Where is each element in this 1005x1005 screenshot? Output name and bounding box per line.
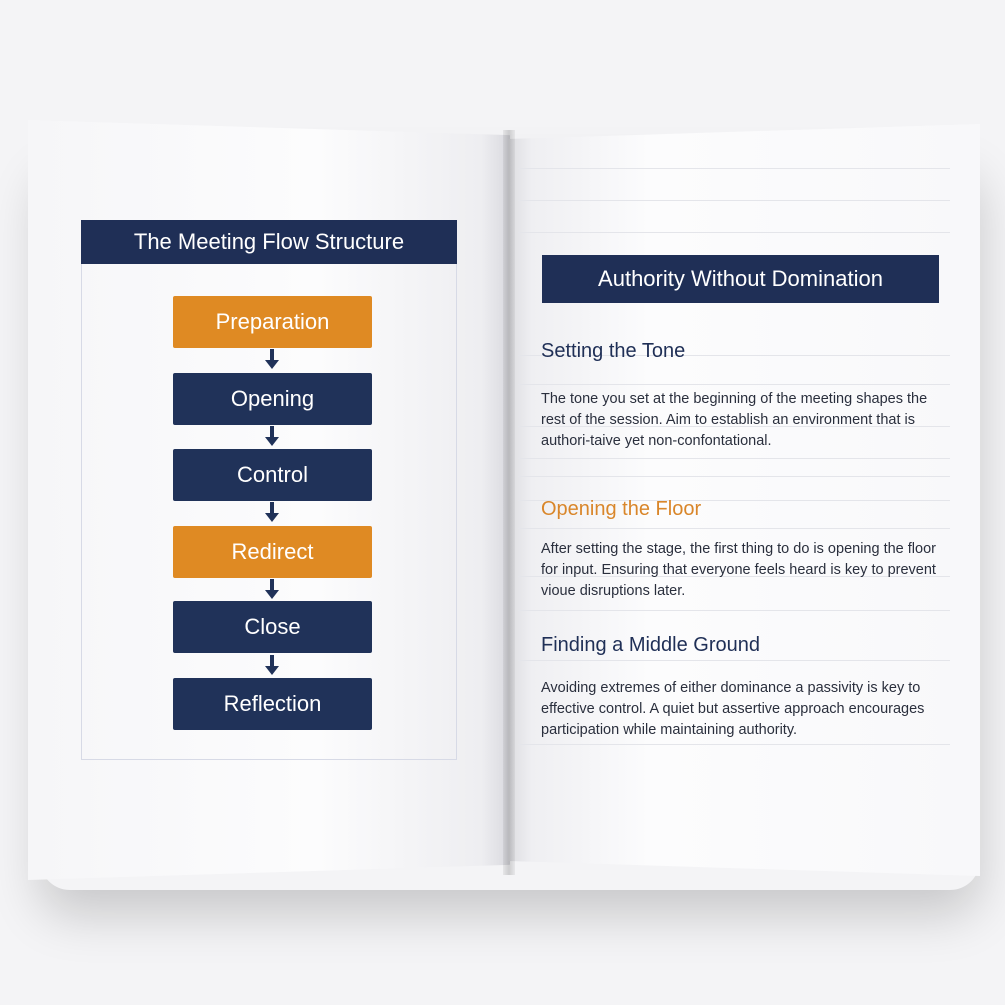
page-rule-line bbox=[518, 168, 950, 169]
section-body-setting-the-tone: The tone you set at the beginning of the meeting shapes the rest of the session. Aim to establish an environment that is authori-taive yet non-confontational. bbox=[541, 391, 928, 449]
section-heading-setting-the-tone: Setting the Tone bbox=[541, 340, 686, 362]
flow-arrow-down-icon bbox=[264, 349, 280, 371]
section-heading-opening-the-floor: Opening the Floor bbox=[541, 498, 702, 520]
flow-step-redirect: Redirect bbox=[173, 526, 372, 578]
page-rule-line bbox=[518, 200, 950, 201]
page-rule-line bbox=[518, 610, 950, 611]
flow-arrow-down-icon bbox=[264, 426, 280, 448]
section-body-opening-the-floor: After setting the stage, the first thing to do is opening the floor for input. Ensuring that everyone feels heard is key to prevent vioue disruptions later. bbox=[541, 541, 936, 599]
page-rule-line bbox=[518, 476, 950, 477]
section-heading-finding-a-middle-ground: Finding a Middle Ground bbox=[541, 634, 761, 656]
flow-step-close: Close bbox=[173, 601, 372, 653]
page-rule-line bbox=[518, 232, 950, 233]
page-rule-line bbox=[518, 744, 950, 745]
flow-diagram-title: The Meeting Flow Structure bbox=[81, 220, 457, 264]
flow-arrow-down-icon bbox=[264, 579, 280, 601]
page-rule-line bbox=[518, 458, 950, 459]
section-body-finding-a-middle-ground: Avoiding extremes of either dominance a passivity is key to effective control. A quiet but assertive approach encourages participation while maintaining authority. bbox=[541, 680, 925, 738]
flow-step-reflection: Reflection bbox=[173, 678, 372, 730]
flow-step-preparation: Preparation bbox=[173, 296, 372, 348]
flow-step-control: Control bbox=[173, 449, 372, 501]
chapter-title: Authority Without Domination bbox=[542, 255, 939, 303]
page-rule-line bbox=[518, 528, 950, 529]
flow-arrow-down-icon bbox=[264, 655, 280, 677]
flow-step-opening: Opening bbox=[173, 373, 372, 425]
flow-arrow-down-icon bbox=[264, 502, 280, 524]
book-spine bbox=[503, 130, 515, 875]
page-rule-line bbox=[518, 660, 950, 661]
page-rule-line bbox=[518, 384, 950, 385]
